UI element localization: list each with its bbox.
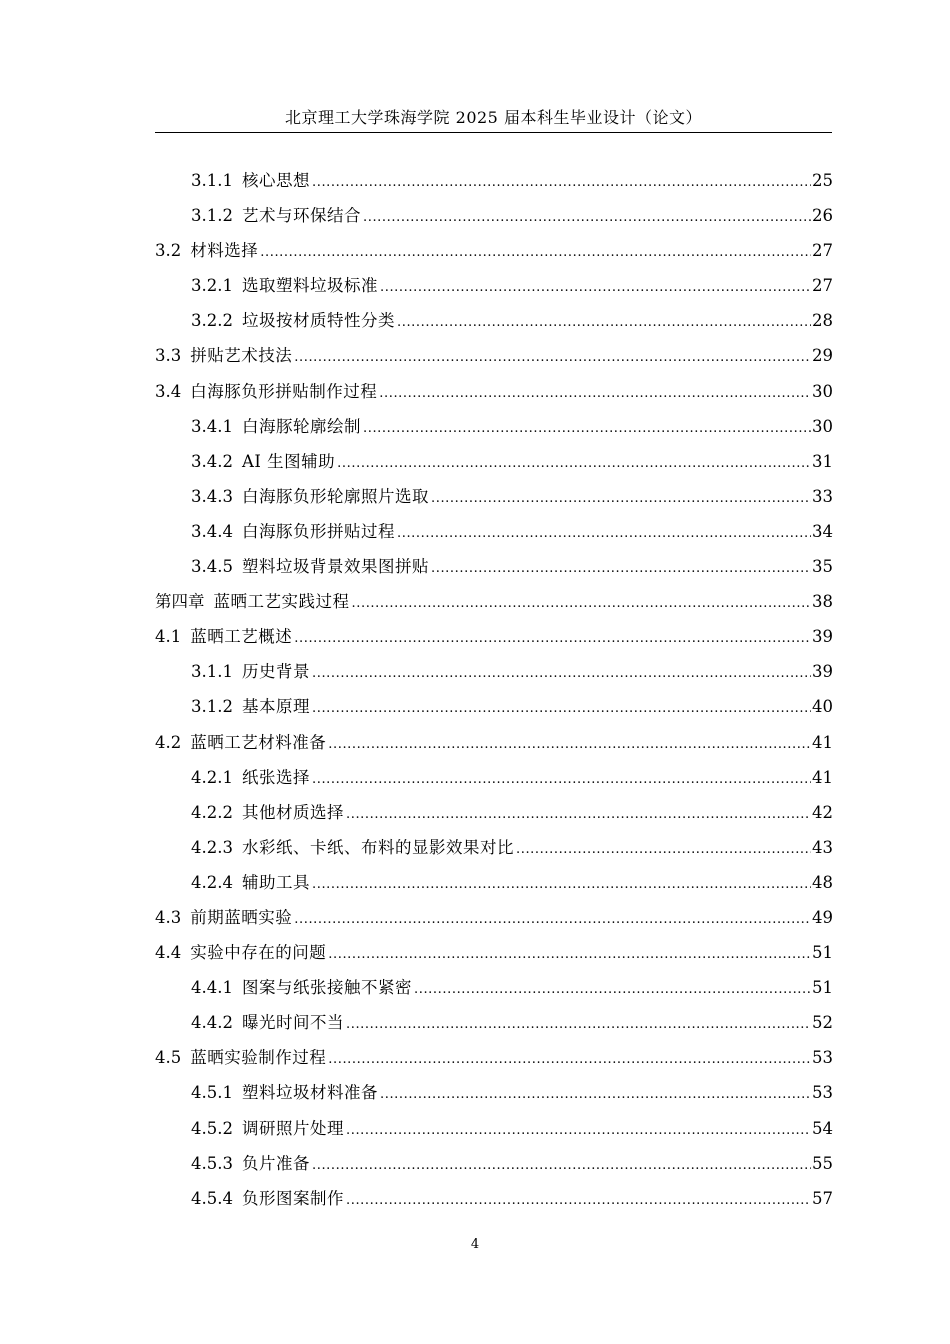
toc-entry[interactable] bbox=[155, 970, 833, 1005]
toc-entry-page: 41 bbox=[812, 732, 833, 752]
toc-entry[interactable] bbox=[155, 830, 833, 865]
toc-dot-leader bbox=[380, 268, 811, 305]
table-of-contents bbox=[155, 163, 833, 1216]
toc-entry-number: 3.4.4 bbox=[191, 521, 233, 541]
toc-entry-number: 4.2.1 bbox=[191, 767, 233, 787]
toc-entry-title: 基本原理 bbox=[241, 697, 310, 717]
toc-entry-page: 42 bbox=[812, 802, 833, 822]
toc-entry-number: 3.1.2 bbox=[191, 697, 233, 717]
toc-entry-title: 其他材质选择 bbox=[241, 802, 344, 822]
toc-entry[interactable] bbox=[155, 198, 833, 233]
toc-entry-page: 51 bbox=[812, 943, 833, 963]
toc-entry-number: 3.2.2 bbox=[191, 311, 233, 331]
toc-entry-title: 艺术与环保结合 bbox=[241, 206, 361, 226]
toc-entry-number: 4.4.2 bbox=[191, 1013, 233, 1033]
toc-dot-leader bbox=[414, 970, 811, 1007]
toc-entry-title: 蓝晒实验制作过程 bbox=[190, 1048, 327, 1068]
toc-entry-number: 3.1.1 bbox=[191, 171, 233, 190]
toc-entry-number: 3.4.5 bbox=[191, 557, 233, 577]
toc-entry-title: 负形图案制作 bbox=[241, 1188, 344, 1208]
toc-dot-leader bbox=[294, 900, 811, 937]
toc-entry-page: 38 bbox=[812, 592, 833, 612]
toc-entry-title: 白海豚轮廓绘制 bbox=[241, 416, 361, 436]
toc-dot-leader bbox=[260, 233, 811, 270]
toc-entry[interactable] bbox=[155, 233, 833, 268]
toc-entry[interactable] bbox=[155, 409, 833, 444]
toc-entry[interactable] bbox=[155, 1146, 833, 1181]
toc-entry[interactable] bbox=[155, 479, 833, 514]
toc-entry[interactable] bbox=[155, 444, 833, 479]
toc-dot-leader bbox=[294, 338, 811, 375]
toc-dot-leader bbox=[328, 725, 811, 762]
toc-dot-leader bbox=[363, 198, 811, 235]
toc-dot-leader bbox=[363, 409, 811, 446]
toc-entry-number: 4.5.3 bbox=[191, 1153, 233, 1173]
toc-dot-leader bbox=[516, 830, 811, 867]
toc-entry-title: 实验中存在的问题 bbox=[190, 943, 327, 963]
toc-entry-title: 蓝晒工艺概述 bbox=[190, 627, 293, 647]
toc-entry-page: 34 bbox=[812, 521, 833, 541]
toc-entry[interactable] bbox=[155, 514, 833, 549]
toc-entry-number: 3.1.2 bbox=[191, 206, 233, 226]
toc-entry[interactable] bbox=[155, 935, 833, 970]
toc-entry[interactable] bbox=[155, 163, 833, 198]
toc-entry-number: 4.5.2 bbox=[191, 1118, 233, 1138]
toc-entry-page: 57 bbox=[812, 1188, 833, 1208]
toc-entry-number: 4.2.2 bbox=[191, 802, 233, 822]
toc-entry-number: 4.5 bbox=[155, 1048, 182, 1068]
toc-entry-page: 33 bbox=[812, 486, 833, 506]
toc-entry-page: 40 bbox=[812, 697, 833, 717]
toc-entry-number: 3.1.1 bbox=[191, 662, 233, 682]
toc-entry-number: 3.4 bbox=[155, 381, 182, 401]
toc-entry-title: 选取塑料垃圾标准 bbox=[241, 276, 378, 296]
toc-entry-page: 53 bbox=[812, 1083, 833, 1103]
toc-entry-title: 蓝晒工艺材料准备 bbox=[190, 732, 327, 752]
toc-entry-title: 塑料垃圾材料准备 bbox=[241, 1083, 378, 1103]
toc-entry-page: 39 bbox=[812, 662, 833, 682]
toc-entry-title: 调研照片处理 bbox=[241, 1118, 344, 1138]
toc-dot-leader bbox=[352, 584, 812, 621]
toc-entry-page: 30 bbox=[812, 381, 833, 401]
toc-entry-page: 55 bbox=[812, 1153, 833, 1173]
toc-entry[interactable] bbox=[155, 1181, 833, 1216]
toc-dot-leader bbox=[312, 689, 811, 726]
toc-entry[interactable] bbox=[155, 1040, 833, 1075]
toc-entry-number: 3.2.1 bbox=[191, 276, 233, 296]
toc-entry-number: 4.3 bbox=[155, 907, 182, 927]
toc-entry-number: 4.4.1 bbox=[191, 978, 233, 998]
toc-entry-title: 材料选择 bbox=[190, 241, 259, 261]
toc-entry[interactable] bbox=[155, 900, 833, 935]
toc-entry-number: 4.2.3 bbox=[191, 837, 233, 857]
toc-entry-page: 35 bbox=[812, 557, 833, 577]
toc-entry-page: 49 bbox=[812, 907, 833, 927]
toc-entry-title: 前期蓝晒实验 bbox=[190, 907, 293, 927]
toc-entry[interactable] bbox=[155, 689, 833, 724]
toc-dot-leader bbox=[380, 1075, 811, 1112]
toc-entry-page: 27 bbox=[812, 276, 833, 296]
toc-entry[interactable] bbox=[155, 584, 833, 619]
toc-entry[interactable] bbox=[155, 303, 833, 338]
toc-entry-title: 白海豚负形轮廓照片选取 bbox=[241, 486, 429, 506]
toc-entry[interactable] bbox=[155, 795, 833, 830]
toc-dot-leader bbox=[397, 514, 811, 551]
toc-dot-leader bbox=[312, 1146, 811, 1183]
toc-entry-page: 43 bbox=[812, 837, 833, 857]
page-footer bbox=[0, 1237, 950, 1252]
toc-entry-number: 3.4.2 bbox=[191, 451, 233, 471]
toc-entry-title: 水彩纸、卡纸、布料的显影效果对比 bbox=[241, 837, 514, 857]
toc-dot-leader bbox=[346, 1005, 811, 1042]
toc-entry-page: 52 bbox=[812, 1013, 833, 1033]
toc-entry[interactable] bbox=[155, 1005, 833, 1040]
toc-dot-leader bbox=[397, 303, 811, 340]
toc-entry-number: 4.5.1 bbox=[191, 1083, 233, 1103]
toc-dot-leader bbox=[346, 795, 811, 832]
toc-entry-number: 3.4.1 bbox=[191, 416, 233, 436]
toc-entry[interactable] bbox=[155, 619, 833, 654]
toc-entry-title: 白海豚负形拼贴过程 bbox=[241, 521, 395, 541]
toc-entry-title: 图案与纸张接触不紧密 bbox=[241, 978, 412, 998]
toc-entry[interactable] bbox=[155, 1111, 833, 1146]
toc-entry-page: 53 bbox=[812, 1048, 833, 1068]
toc-entry-number: 4.2 bbox=[155, 732, 182, 752]
toc-entry-title: 核心思想 bbox=[241, 171, 310, 190]
toc-entry-title: AI 生图辅助 bbox=[241, 451, 336, 471]
toc-dot-leader bbox=[312, 163, 811, 200]
toc-entry-number: 4.1 bbox=[155, 627, 182, 647]
toc-entry-title: 塑料垃圾背景效果图拼贴 bbox=[241, 557, 429, 577]
toc-dot-leader bbox=[312, 760, 811, 797]
toc-dot-leader bbox=[346, 1181, 811, 1218]
toc-entry[interactable] bbox=[155, 760, 833, 795]
toc-entry-number: 3.3 bbox=[155, 346, 182, 366]
toc-entry-number: 3.2 bbox=[155, 241, 182, 261]
toc-entry-title: 辅助工具 bbox=[241, 872, 310, 892]
toc-entry-number: 4.2.4 bbox=[191, 872, 233, 892]
toc-entry-page: 29 bbox=[812, 346, 833, 366]
toc-dot-leader bbox=[312, 654, 811, 691]
toc-entry-page: 31 bbox=[812, 451, 833, 471]
page-number: 4 bbox=[470, 1237, 480, 1252]
toc-dot-leader bbox=[379, 374, 811, 411]
toc-entry-title: 白海豚负形拼贴制作过程 bbox=[190, 381, 378, 401]
toc-dot-leader bbox=[328, 1040, 811, 1077]
toc-dot-leader bbox=[431, 479, 811, 516]
toc-dot-leader bbox=[312, 865, 811, 902]
toc-dot-leader bbox=[328, 935, 811, 972]
toc-entry-number: 4.5.4 bbox=[191, 1188, 233, 1208]
toc-entry[interactable] bbox=[155, 725, 833, 760]
toc-entry-page: 25 bbox=[812, 171, 833, 190]
toc-entry-page: 26 bbox=[812, 206, 833, 226]
toc-entry-title: 负片准备 bbox=[241, 1153, 310, 1173]
toc-entry-page: 39 bbox=[812, 627, 833, 647]
toc-entry-page: 28 bbox=[812, 311, 833, 331]
toc-entry-page: 51 bbox=[812, 978, 833, 998]
toc-dot-leader bbox=[294, 619, 811, 656]
toc-entry-page: 27 bbox=[812, 241, 833, 261]
toc-entry-page: 54 bbox=[812, 1118, 833, 1138]
toc-entry-number: 4.4 bbox=[155, 943, 182, 963]
toc-entry[interactable] bbox=[155, 865, 833, 900]
toc-entry-page: 48 bbox=[812, 872, 833, 892]
toc-entry[interactable] bbox=[155, 549, 833, 584]
toc-entry-page: 30 bbox=[812, 416, 833, 436]
toc-dot-leader bbox=[431, 549, 811, 586]
toc-entry-number: 第四章 bbox=[155, 592, 205, 612]
toc-entry[interactable] bbox=[155, 338, 833, 373]
toc-entry[interactable] bbox=[155, 654, 833, 689]
page-header bbox=[155, 104, 832, 133]
toc-entry-title: 拼贴艺术技法 bbox=[190, 346, 293, 366]
toc-entry[interactable] bbox=[155, 1075, 833, 1110]
toc-entry-title: 历史背景 bbox=[241, 662, 310, 682]
toc-entry-title: 纸张选择 bbox=[241, 767, 310, 787]
toc-entry[interactable] bbox=[155, 374, 833, 409]
toc-dot-leader bbox=[346, 1111, 811, 1148]
toc-entry[interactable] bbox=[155, 268, 833, 303]
toc-entry-page: 41 bbox=[812, 767, 833, 787]
toc-entry-title: 曝光时间不当 bbox=[241, 1013, 344, 1033]
toc-dot-leader bbox=[337, 444, 811, 481]
header-title: 北京理工大学珠海学院 2025 届本科生毕业设计（论文） bbox=[285, 108, 702, 127]
toc-entry-title: 垃圾按材质特性分类 bbox=[241, 311, 395, 331]
toc-entry-number: 3.4.3 bbox=[191, 486, 233, 506]
toc-entry-title: 蓝晒工艺实践过程 bbox=[213, 592, 350, 612]
